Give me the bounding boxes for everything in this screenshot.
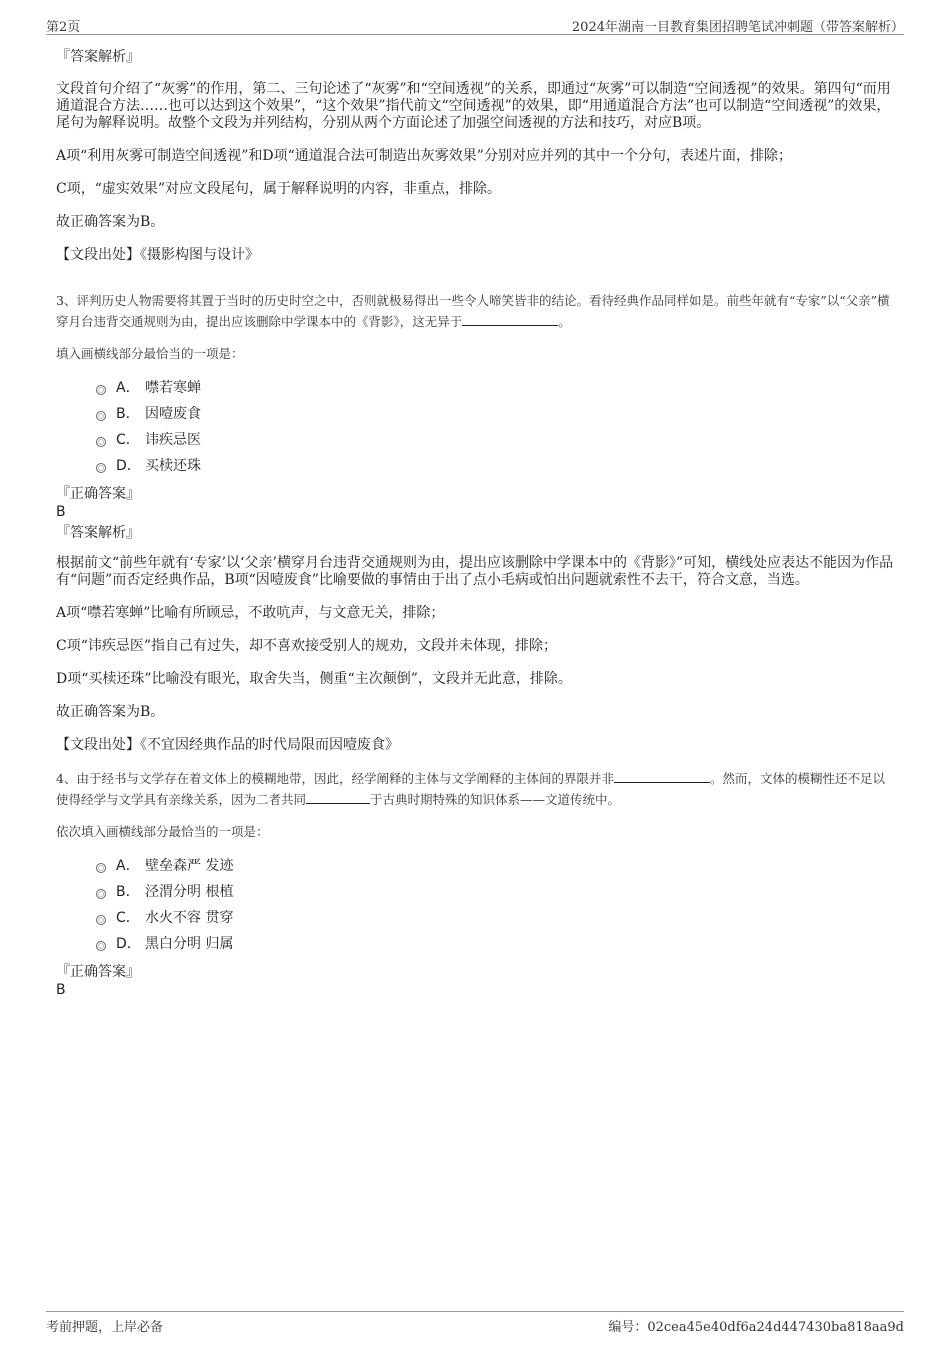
q3-stem-text: 3、评判历史人物需要将其置于当时的历史时空之中，否则就极易得出一些令人啼笑皆非的结论。看待经典作品同样如是。前些年就有“专家”以“父亲”横穿月台违背交通规则为由，提出应该删除中学课本中的《背影》，这无异于	[56, 293, 890, 329]
q2-source: 【文段出处】《摄影构图与设计》	[56, 247, 259, 263]
radio-icon[interactable]	[96, 915, 106, 925]
option-letter: C．	[116, 432, 140, 448]
page-header	[46, 14, 904, 35]
option-letter: B．	[116, 884, 140, 900]
q3-note-c: C项“讳疾忌医”指自己有过失，却不喜欢接受别人的规劝，文段并未体现，排除；	[56, 638, 558, 654]
q4-correct-answer: B	[56, 982, 66, 998]
radio-icon[interactable]	[96, 889, 106, 899]
radio-icon[interactable]	[96, 385, 106, 395]
page-footer	[46, 1311, 904, 1334]
radio-icon[interactable]	[96, 411, 106, 421]
q2-analysis-label: 『答案解析』	[56, 49, 140, 65]
document-title: 2024年湖南一目教育集团招聘笔试冲刺题（带答案解析）	[571, 20, 904, 35]
q3-note-a: A项“噤若寒蝉”比喻有所顾忌，不敢吭声，与文意无关，排除；	[56, 605, 445, 621]
q4-prompt: 依次填入画横线部分最恰当的一项是：	[56, 824, 269, 839]
radio-icon[interactable]	[96, 437, 106, 447]
q4-stem-part2: 。然而，文体的模糊性还不足以使得经学与文学具有亲缘关系，因为二者共同	[56, 771, 885, 807]
option-text: 壁垒森严 发迹	[145, 858, 234, 874]
option-letter: B．	[116, 406, 140, 422]
q3-conclusion: 故正确答案为B。	[56, 704, 165, 720]
q4-option-b[interactable]	[56, 879, 896, 905]
q3-stem-end: 。	[558, 314, 571, 329]
page-content	[56, 48, 896, 999]
document-code: 编号：02cea45e40df6a24d447430ba818aa9d	[608, 1320, 904, 1335]
q4-blank-1	[614, 770, 710, 783]
q3-analysis-text: 根据前文“前些年就有‘专家’以‘父亲’横穿月台违背交通规则为由，提出应该删除中学课本中的《背影》”可知，横线处应表达不能因为作品有“问题”而否定经典作品，B项“因噎废食”比喻要做的事情由于出了点小毛病或怕出问题就索性不去干，符合文意，当选。	[56, 555, 894, 588]
q3-option-c[interactable]	[56, 427, 896, 453]
page-number: 第2页	[46, 20, 81, 35]
option-letter: A．	[116, 858, 140, 874]
q3-source: 【文段出处】《不宜因经典作品的时代局限而因噎废食》	[56, 737, 399, 753]
q3-option-a[interactable]	[56, 375, 896, 401]
option-text: 因噎废食	[145, 406, 201, 422]
option-text: 黑白分明 归属	[145, 936, 234, 952]
q4-blank-2	[306, 791, 370, 804]
q2-conclusion: 故正确答案为B。	[56, 214, 165, 230]
option-text: 泾渭分明 根植	[145, 884, 234, 900]
q4-option-d[interactable]	[56, 931, 896, 957]
q3-correct-label: 『正确答案』	[56, 486, 140, 502]
q3-stem	[56, 290, 896, 332]
q4-stem-part1: 4、由于经书与文学存在着文体上的模糊地带，因此，经学阐释的主体与文学阐释的主体间的界限并非	[56, 771, 614, 786]
q4-options	[56, 853, 896, 957]
footer-slogan: 考前押题，上岸必备	[46, 1320, 164, 1335]
q4-stem	[56, 768, 896, 810]
q2-note-c: C项，“虚实效果”对应文段尾句，属于解释说明的内容，非重点，排除。	[56, 181, 502, 197]
q3-analysis-label: 『答案解析』	[56, 525, 140, 541]
q3-blank	[462, 313, 558, 326]
option-text: 讳疾忌医	[145, 432, 201, 448]
q4-option-a[interactable]	[56, 853, 896, 879]
radio-icon[interactable]	[96, 941, 106, 951]
q3-prompt: 填入画横线部分最恰当的一项是：	[56, 346, 244, 361]
q3-option-b[interactable]	[56, 401, 896, 427]
q3-option-d[interactable]	[56, 453, 896, 479]
option-letter: D．	[116, 936, 141, 952]
q2-analysis-text: 文段首句介绍了“灰雾”的作用，第二、三句论述了“灰雾”和“空间透视”的关系，即通过“灰雾”可以制造“空间透视”的效果。第四句“而用通道混合方法……也可以达到这个效果”，“这个效果”指代前文“空间透视”的效果，即“用通道混合方法”也可以制造“空间透视”的效果，尾句为解释说明。故整个文段为并列结构，分别从两个方面论述了加强空间透视的方法和技巧，对应B项。	[56, 81, 891, 131]
q2-note-a: A项“利用灰雾可制造空间透视”和D项“通道混合法可制造出灰雾效果”分别对应并列的其中一个分句，表述片面，排除；	[56, 148, 792, 164]
option-text: 水火不容 贯穿	[145, 910, 234, 926]
radio-icon[interactable]	[96, 863, 106, 873]
q3-note-d: D项“买椟还珠”比喻没有眼光，取舍失当，侧重“主次颠倒”，文段并无此意，排除。	[56, 671, 572, 687]
q4-option-c[interactable]	[56, 905, 896, 931]
q4-stem-part3: 于古典时期特殊的知识体系——文道传统中。	[370, 792, 621, 807]
option-letter: A．	[116, 380, 140, 396]
q4-correct-label: 『正确答案』	[56, 964, 140, 980]
option-text: 买椟还珠	[145, 458, 201, 474]
option-text: 噤若寒蝉	[145, 380, 201, 396]
q3-correct-answer: B	[56, 504, 66, 520]
q3-options	[56, 375, 896, 479]
option-letter: D．	[116, 458, 141, 474]
option-letter: C．	[116, 910, 140, 926]
radio-icon[interactable]	[96, 463, 106, 473]
